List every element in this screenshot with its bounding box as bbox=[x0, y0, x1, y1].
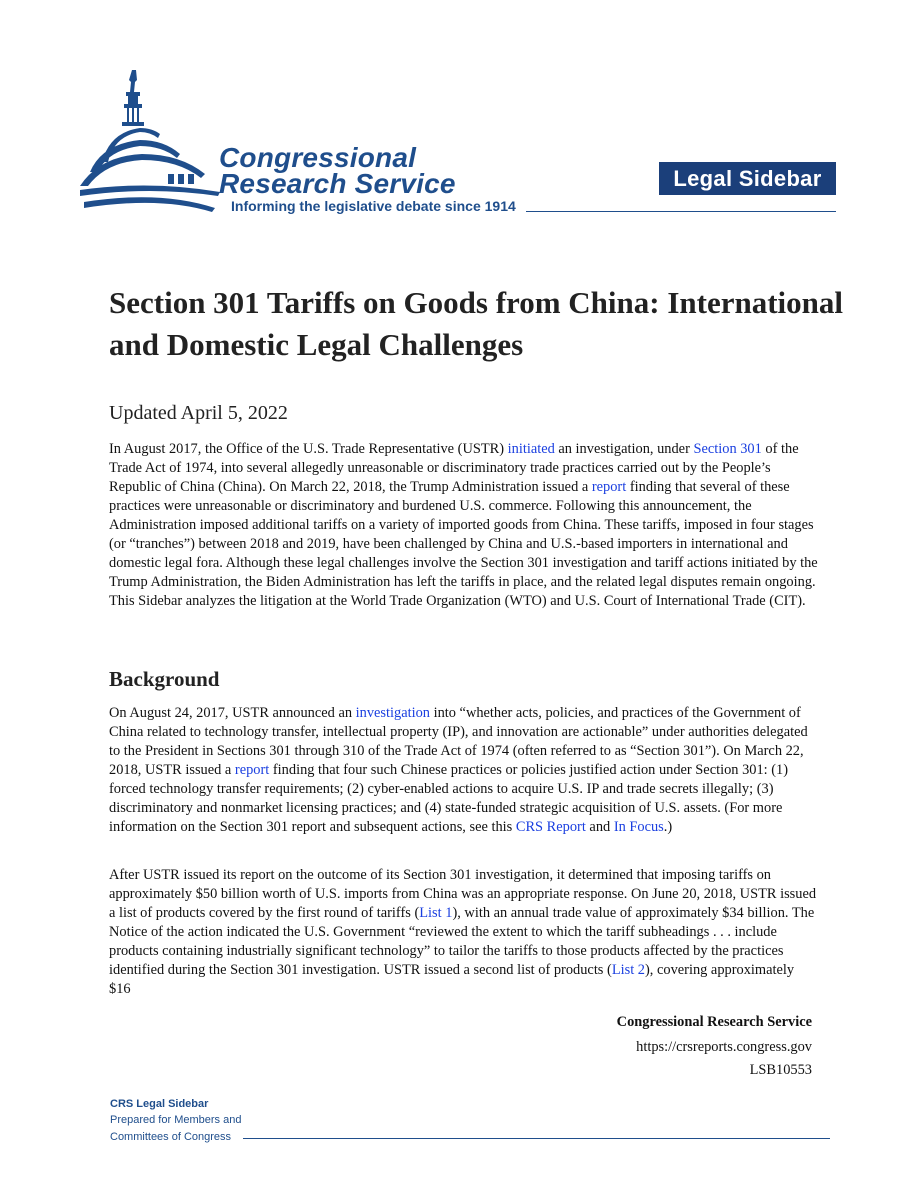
link-in-focus[interactable]: In Focus bbox=[613, 819, 664, 835]
link-crs-report[interactable]: CRS Report bbox=[515, 819, 586, 835]
link-section-301[interactable]: Section 301 bbox=[693, 441, 762, 457]
document-title: Section 301 Tariffs on Goods from China: International and Domestic Legal Challenges bbox=[109, 285, 844, 362]
updated-date: Updated April 5, 2022 bbox=[109, 402, 288, 424]
text-run: into “whether acts, policies, and practices of the Government of China related to technology transfer, intellectual property (IP), and innovation are actionable” under authorities delegated to the President in Sections 301 through 310 of the Trade Act of 1974 (often referred to as “Section 301”). On March 22, 2018, USTR issued a bbox=[109, 705, 808, 778]
text-run: .) bbox=[663, 819, 673, 835]
org-tagline: Informing the legislative debate since 1914 bbox=[231, 198, 516, 214]
footer-prepared-line2: Committees of Congress bbox=[110, 1131, 232, 1143]
tagline-rule bbox=[526, 211, 836, 212]
text-run: After USTR issued its report on the outcome of its Section 301 investigation, it determined that imposing tariffs on approximately $50 billion worth of U.S. imports from China was an appropriate response. On June 20, 2018, USTR issued a list of products covered by the first round of tariffs ( bbox=[109, 867, 817, 921]
link-report[interactable]: report bbox=[591, 479, 627, 495]
link-initiated[interactable]: initiated bbox=[507, 441, 555, 457]
text-run: In August 2017, the Office of the U.S. Trade Representative (USTR) bbox=[109, 441, 508, 457]
text-run: and bbox=[585, 819, 614, 835]
footer-rule bbox=[243, 1138, 830, 1139]
legal-sidebar-badge: Legal Sidebar bbox=[659, 162, 836, 195]
background-paragraph-1 bbox=[109, 704, 819, 837]
text-run: finding that four such Chinese practices or policies justified action under Section 301: (1) forced technology transfer requirements; (2) cyber-enabled actions to acquire U.S. IP and trade secrets illegally; (3) discriminatory and nonmarket licensing practices; and (4) state-funded strategic acquisition of U.S. assets. (For more information on the Section 301 report and subsequent actions, see this bbox=[109, 762, 789, 835]
background-paragraph-2 bbox=[109, 866, 819, 999]
text-run: of the Trade Act of 1974, into several allegedly unreasonable or discriminatory trade practices carried out by the People’s Republic of China (China). On March 22, 2018, the Trump Administration issued a bbox=[109, 441, 799, 495]
text-run: ), covering approximately $16 bbox=[109, 962, 795, 997]
intro-paragraph bbox=[109, 440, 819, 611]
text-run: On August 24, 2017, USTR announced an bbox=[109, 705, 356, 721]
org-name-line1: Congressional bbox=[219, 142, 417, 173]
org-name-line2: Research Service bbox=[219, 168, 456, 199]
footer-report-id: LSB10553 bbox=[749, 1062, 812, 1078]
footer-product-label: CRS Legal Sidebar bbox=[110, 1098, 209, 1110]
link-report-2[interactable]: report bbox=[234, 762, 270, 778]
footer-org-name: Congressional Research Service bbox=[616, 1014, 812, 1030]
text-run: finding that several of these practices were unreasonable or discriminatory and burdened U.S. commerce. Following this announcement, the Administration imposed additional tariffs on a variety of imported goods from China. These tariffs, imposed in four stages (or “tranches”) between 2018 and 2019, have been challenged by China and U.S.-based importers in international and domestic legal fora. Although these legal challenges involve the Section 301 investigation and tariff actions initiated by the Trump Administration, the Biden Administration has left the tariffs in place, and the related legal disputes remain ongoing. This Sidebar analyzes the litigation at the World Trade Organization (WTO) and U.S. Court of International Trade (CIT). bbox=[109, 479, 818, 609]
footer-url: https://crsreports.congress.gov bbox=[636, 1039, 812, 1055]
link-list-1[interactable]: List 1 bbox=[419, 905, 453, 921]
footer-prepared-line1: Prepared for Members and bbox=[110, 1114, 242, 1126]
text-run: ), with an annual trade value of approximately $34 billion. The Notice of the action indicated the U.S. Government “reviewed the extent to which the tariff subheadings . . . include products containing industrially significant technology” to tailor the tariffs to those products affected by the practices identified during the Section 301 investigation. USTR issued a second list of products ( bbox=[109, 905, 815, 978]
section-heading-background: Background bbox=[109, 667, 220, 691]
text-run: an investigation, under bbox=[554, 441, 694, 457]
link-list-2[interactable]: List 2 bbox=[611, 962, 645, 978]
link-investigation[interactable]: investigation bbox=[355, 705, 430, 721]
